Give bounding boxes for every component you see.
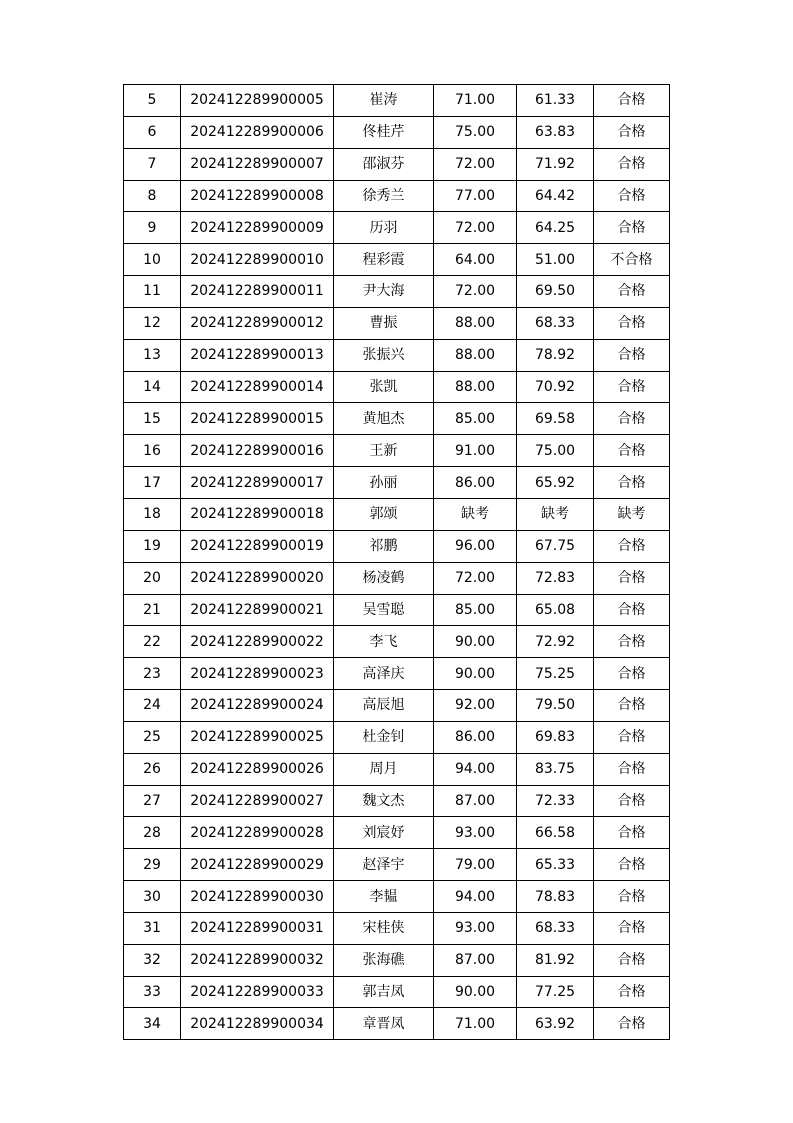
- row-score1-cell: 88.00: [434, 307, 517, 339]
- row-id-cell: 202412289900014: [181, 371, 334, 403]
- row-score2-cell: 64.42: [517, 180, 594, 212]
- row-name-cell: 徐秀兰: [334, 180, 434, 212]
- table-row: [124, 785, 670, 817]
- row-score1-cell: 87.00: [434, 785, 517, 817]
- row-score2-cell: 81.92: [517, 944, 594, 976]
- row-id-cell: 202412289900028: [181, 817, 334, 849]
- row-result-cell: 合格: [594, 403, 670, 435]
- row-seq-cell: 11: [124, 276, 181, 308]
- row-score2-cell: 75.25: [517, 658, 594, 690]
- row-result-cell: 合格: [594, 658, 670, 690]
- row-id-cell: 202412289900029: [181, 849, 334, 881]
- row-score2-cell: 70.92: [517, 371, 594, 403]
- row-result-cell: 合格: [594, 912, 670, 944]
- row-name-cell: 佟桂芹: [334, 116, 434, 148]
- row-id-cell: 202412289900013: [181, 339, 334, 371]
- table-row: [124, 339, 670, 371]
- row-result-cell: 合格: [594, 530, 670, 562]
- table-row: [124, 753, 670, 785]
- row-result-cell: 合格: [594, 1008, 670, 1040]
- table-row: [124, 562, 670, 594]
- row-id-cell: 202412289900032: [181, 944, 334, 976]
- row-name-cell: 宋桂侠: [334, 912, 434, 944]
- row-score2-cell: 65.08: [517, 594, 594, 626]
- row-score2-cell: 63.92: [517, 1008, 594, 1040]
- row-seq-cell: 31: [124, 912, 181, 944]
- row-seq-cell: 29: [124, 849, 181, 881]
- row-id-cell: 202412289900010: [181, 244, 334, 276]
- row-score1-cell: 72.00: [434, 148, 517, 180]
- row-seq-cell: 34: [124, 1008, 181, 1040]
- row-score1-cell: 96.00: [434, 530, 517, 562]
- row-result-cell: 缺考: [594, 498, 670, 530]
- row-id-cell: 202412289900020: [181, 562, 334, 594]
- row-id-cell: 202412289900011: [181, 276, 334, 308]
- row-result-cell: 合格: [594, 116, 670, 148]
- row-result-cell: 不合格: [594, 244, 670, 276]
- row-name-cell: 曹振: [334, 307, 434, 339]
- row-seq-cell: 13: [124, 339, 181, 371]
- row-score1-cell: 71.00: [434, 1008, 517, 1040]
- row-name-cell: 章晋凤: [334, 1008, 434, 1040]
- row-score2-cell: 75.00: [517, 435, 594, 467]
- table-row: [124, 403, 670, 435]
- row-score2-cell: 72.92: [517, 626, 594, 658]
- row-name-cell: 魏文杰: [334, 785, 434, 817]
- table-row: [124, 498, 670, 530]
- row-score2-cell: 63.83: [517, 116, 594, 148]
- row-score2-cell: 69.58: [517, 403, 594, 435]
- row-id-cell: 202412289900022: [181, 626, 334, 658]
- row-score2-cell: 61.33: [517, 85, 594, 117]
- row-name-cell: 尹大海: [334, 276, 434, 308]
- row-result-cell: 合格: [594, 85, 670, 117]
- row-score2-cell: 65.92: [517, 467, 594, 499]
- row-score1-cell: 88.00: [434, 339, 517, 371]
- table-row: [124, 116, 670, 148]
- row-seq-cell: 20: [124, 562, 181, 594]
- row-score1-cell: 85.00: [434, 594, 517, 626]
- row-score2-cell: 78.83: [517, 881, 594, 913]
- row-score1-cell: 75.00: [434, 116, 517, 148]
- row-name-cell: 黄旭杰: [334, 403, 434, 435]
- row-score2-cell: 69.50: [517, 276, 594, 308]
- table-row: [124, 912, 670, 944]
- table-row: [124, 626, 670, 658]
- row-result-cell: 合格: [594, 212, 670, 244]
- row-score2-cell: 72.33: [517, 785, 594, 817]
- row-id-cell: 202412289900007: [181, 148, 334, 180]
- table-row: [124, 849, 670, 881]
- row-score1-cell: 87.00: [434, 944, 517, 976]
- row-result-cell: 合格: [594, 976, 670, 1008]
- table-row: [124, 817, 670, 849]
- table-row: [124, 276, 670, 308]
- row-id-cell: 202412289900024: [181, 690, 334, 722]
- table-row: [124, 467, 670, 499]
- row-score1-cell: 90.00: [434, 658, 517, 690]
- table-row: [124, 690, 670, 722]
- row-seq-cell: 17: [124, 467, 181, 499]
- row-score2-cell: 68.33: [517, 307, 594, 339]
- row-score1-cell: 72.00: [434, 212, 517, 244]
- row-name-cell: 吴雪聪: [334, 594, 434, 626]
- row-name-cell: 刘宸妤: [334, 817, 434, 849]
- row-score1-cell: 92.00: [434, 690, 517, 722]
- row-name-cell: 李飞: [334, 626, 434, 658]
- row-id-cell: 202412289900009: [181, 212, 334, 244]
- row-seq-cell: 8: [124, 180, 181, 212]
- row-result-cell: 合格: [594, 148, 670, 180]
- table-row: [124, 212, 670, 244]
- row-result-cell: 合格: [594, 180, 670, 212]
- row-score2-cell: 缺考: [517, 498, 594, 530]
- table-row: [124, 530, 670, 562]
- row-name-cell: 程彩霞: [334, 244, 434, 276]
- row-score1-cell: 85.00: [434, 403, 517, 435]
- row-score1-cell: 90.00: [434, 626, 517, 658]
- row-seq-cell: 15: [124, 403, 181, 435]
- row-result-cell: 合格: [594, 467, 670, 499]
- row-score2-cell: 65.33: [517, 849, 594, 881]
- row-name-cell: 郭吉凤: [334, 976, 434, 1008]
- table-row: [124, 881, 670, 913]
- row-seq-cell: 6: [124, 116, 181, 148]
- row-result-cell: 合格: [594, 944, 670, 976]
- row-name-cell: 历羽: [334, 212, 434, 244]
- row-seq-cell: 19: [124, 530, 181, 562]
- row-result-cell: 合格: [594, 626, 670, 658]
- score-table-body: [124, 85, 670, 1040]
- row-name-cell: 张海礁: [334, 944, 434, 976]
- score-table: [123, 84, 670, 1040]
- row-id-cell: 202412289900026: [181, 753, 334, 785]
- row-result-cell: 合格: [594, 721, 670, 753]
- row-result-cell: 合格: [594, 849, 670, 881]
- row-score1-cell: 94.00: [434, 753, 517, 785]
- table-row: [124, 976, 670, 1008]
- row-result-cell: 合格: [594, 881, 670, 913]
- row-id-cell: 202412289900030: [181, 881, 334, 913]
- row-name-cell: 赵泽宇: [334, 849, 434, 881]
- table-row: [124, 307, 670, 339]
- row-result-cell: 合格: [594, 562, 670, 594]
- row-score2-cell: 79.50: [517, 690, 594, 722]
- table-row: [124, 180, 670, 212]
- row-score2-cell: 69.83: [517, 721, 594, 753]
- row-id-cell: 202412289900033: [181, 976, 334, 1008]
- row-id-cell: 202412289900006: [181, 116, 334, 148]
- row-id-cell: 202412289900016: [181, 435, 334, 467]
- row-score2-cell: 68.33: [517, 912, 594, 944]
- row-seq-cell: 12: [124, 307, 181, 339]
- row-result-cell: 合格: [594, 276, 670, 308]
- table-row: [124, 594, 670, 626]
- row-seq-cell: 24: [124, 690, 181, 722]
- row-score1-cell: 缺考: [434, 498, 517, 530]
- row-id-cell: 202412289900021: [181, 594, 334, 626]
- table-row: [124, 944, 670, 976]
- row-seq-cell: 10: [124, 244, 181, 276]
- row-result-cell: 合格: [594, 307, 670, 339]
- row-name-cell: 郭颂: [334, 498, 434, 530]
- row-id-cell: 202412289900017: [181, 467, 334, 499]
- table-row: [124, 371, 670, 403]
- row-score1-cell: 88.00: [434, 371, 517, 403]
- row-score2-cell: 78.92: [517, 339, 594, 371]
- row-score2-cell: 72.83: [517, 562, 594, 594]
- row-name-cell: 高辰旭: [334, 690, 434, 722]
- row-id-cell: 202412289900015: [181, 403, 334, 435]
- table-row: [124, 435, 670, 467]
- row-seq-cell: 21: [124, 594, 181, 626]
- row-id-cell: 202412289900023: [181, 658, 334, 690]
- row-id-cell: 202412289900034: [181, 1008, 334, 1040]
- row-id-cell: 202412289900019: [181, 530, 334, 562]
- table-row: [124, 658, 670, 690]
- row-seq-cell: 5: [124, 85, 181, 117]
- row-score1-cell: 72.00: [434, 562, 517, 594]
- row-name-cell: 周月: [334, 753, 434, 785]
- row-name-cell: 杨凌鹤: [334, 562, 434, 594]
- row-id-cell: 202412289900012: [181, 307, 334, 339]
- row-seq-cell: 33: [124, 976, 181, 1008]
- row-result-cell: 合格: [594, 339, 670, 371]
- row-score1-cell: 71.00: [434, 85, 517, 117]
- row-seq-cell: 27: [124, 785, 181, 817]
- table-row: [124, 85, 670, 117]
- row-score2-cell: 67.75: [517, 530, 594, 562]
- row-name-cell: 崔涛: [334, 85, 434, 117]
- row-score2-cell: 77.25: [517, 976, 594, 1008]
- row-id-cell: 202412289900027: [181, 785, 334, 817]
- row-seq-cell: 22: [124, 626, 181, 658]
- row-score1-cell: 93.00: [434, 817, 517, 849]
- row-name-cell: 李韫: [334, 881, 434, 913]
- row-score1-cell: 72.00: [434, 276, 517, 308]
- row-name-cell: 张凯: [334, 371, 434, 403]
- row-id-cell: 202412289900008: [181, 180, 334, 212]
- row-seq-cell: 18: [124, 498, 181, 530]
- row-score1-cell: 79.00: [434, 849, 517, 881]
- row-score1-cell: 86.00: [434, 721, 517, 753]
- row-name-cell: 杜金钊: [334, 721, 434, 753]
- row-seq-cell: 32: [124, 944, 181, 976]
- row-seq-cell: 9: [124, 212, 181, 244]
- row-score1-cell: 90.00: [434, 976, 517, 1008]
- row-name-cell: 邵淑芬: [334, 148, 434, 180]
- row-score2-cell: 66.58: [517, 817, 594, 849]
- row-score2-cell: 51.00: [517, 244, 594, 276]
- table-row: [124, 721, 670, 753]
- row-result-cell: 合格: [594, 435, 670, 467]
- row-seq-cell: 25: [124, 721, 181, 753]
- table-row: [124, 148, 670, 180]
- table-row: [124, 244, 670, 276]
- row-seq-cell: 26: [124, 753, 181, 785]
- row-name-cell: 祁鹏: [334, 530, 434, 562]
- row-seq-cell: 14: [124, 371, 181, 403]
- row-seq-cell: 23: [124, 658, 181, 690]
- row-score1-cell: 91.00: [434, 435, 517, 467]
- row-seq-cell: 7: [124, 148, 181, 180]
- row-seq-cell: 28: [124, 817, 181, 849]
- row-score2-cell: 71.92: [517, 148, 594, 180]
- row-result-cell: 合格: [594, 690, 670, 722]
- row-score1-cell: 86.00: [434, 467, 517, 499]
- row-id-cell: 202412289900031: [181, 912, 334, 944]
- row-score1-cell: 77.00: [434, 180, 517, 212]
- row-score2-cell: 64.25: [517, 212, 594, 244]
- row-name-cell: 孙丽: [334, 467, 434, 499]
- row-score1-cell: 93.00: [434, 912, 517, 944]
- row-result-cell: 合格: [594, 753, 670, 785]
- row-score1-cell: 64.00: [434, 244, 517, 276]
- row-result-cell: 合格: [594, 785, 670, 817]
- row-score2-cell: 83.75: [517, 753, 594, 785]
- row-result-cell: 合格: [594, 594, 670, 626]
- row-name-cell: 王新: [334, 435, 434, 467]
- row-score1-cell: 94.00: [434, 881, 517, 913]
- row-id-cell: 202412289900025: [181, 721, 334, 753]
- row-seq-cell: 16: [124, 435, 181, 467]
- row-result-cell: 合格: [594, 817, 670, 849]
- row-id-cell: 202412289900005: [181, 85, 334, 117]
- row-result-cell: 合格: [594, 371, 670, 403]
- row-name-cell: 张振兴: [334, 339, 434, 371]
- row-seq-cell: 30: [124, 881, 181, 913]
- table-row: [124, 1008, 670, 1040]
- row-id-cell: 202412289900018: [181, 498, 334, 530]
- row-name-cell: 高泽庆: [334, 658, 434, 690]
